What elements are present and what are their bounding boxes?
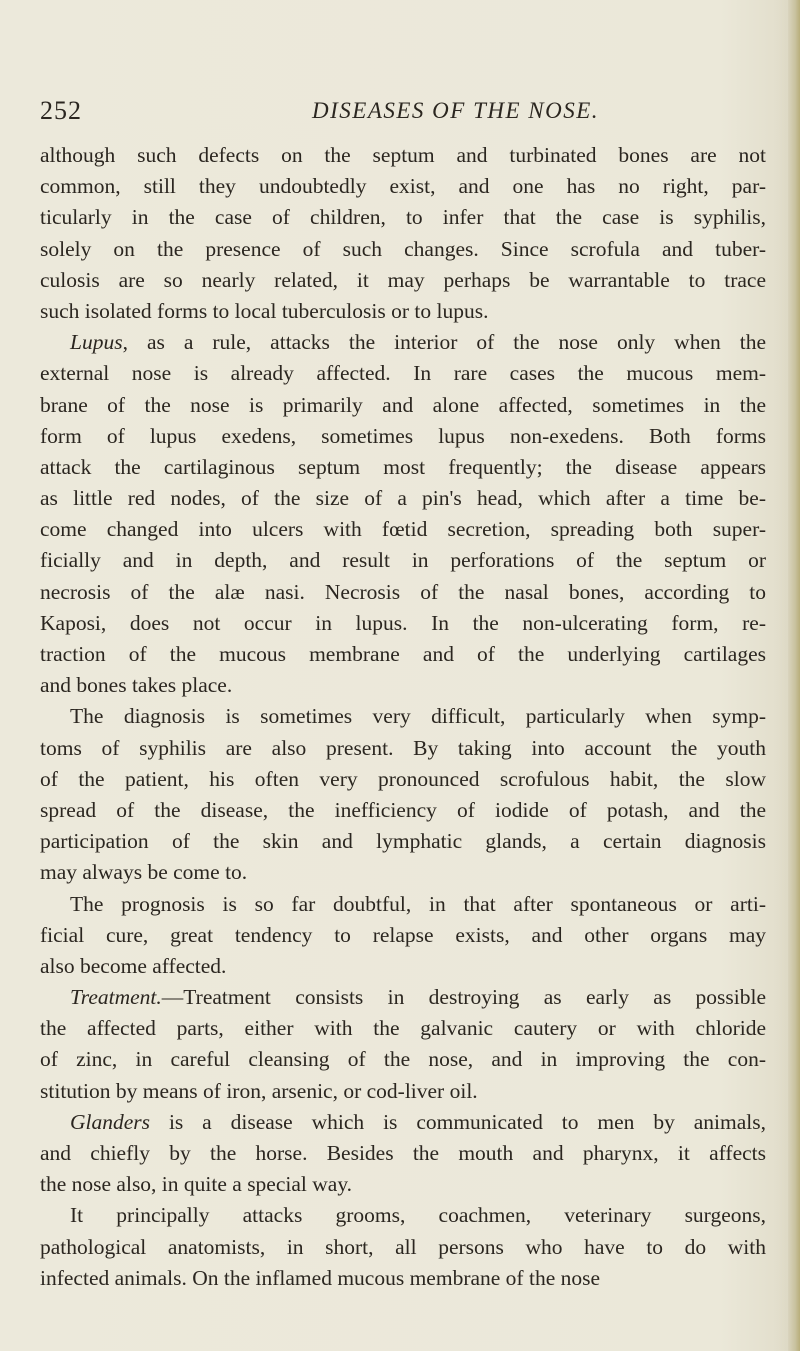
text-line: brane of the nose is primarily and alone affected, sometimes in the xyxy=(40,392,766,417)
text-line: toms of syphilis are also present. By taking into account the youth xyxy=(40,735,766,760)
italic-lead: Treatment. xyxy=(70,985,162,1010)
text-line: and bones takes place. xyxy=(40,673,233,698)
page-edge xyxy=(788,0,800,1351)
text-line: ficially and in depth, and result in perforations of the septum or xyxy=(40,548,766,573)
text-line: although such defects on the septum and turbinated bones are not xyxy=(40,143,766,167)
text-line: pathological anatomists, in short, all persons who have to do with xyxy=(40,1234,766,1259)
text-line: of zinc, in careful cleansing of the nose, and in improving the con- xyxy=(40,1047,766,1072)
text-line: the nose also, in quite a special way. xyxy=(40,1172,353,1197)
text-line: external nose is already affected. In rare cases the mucous mem- xyxy=(40,361,766,386)
text-line: participation of the skin and lymphatic glands, a certain diagnosis xyxy=(40,829,766,854)
text-line: and chiefly by the horse. Besides the mouth and pharynx, it affects xyxy=(40,1141,766,1165)
text-line: traction of the mucous membrane and of the underlying cartilages xyxy=(40,642,766,666)
italic-lead: Lupus xyxy=(70,330,123,355)
text-line: infected animals. On the inflamed mucous membrane of the nose xyxy=(40,1265,601,1290)
text-line: Kaposi, does not occur in lupus. In the non-ulcerating form, re- xyxy=(40,610,766,635)
text-line: come changed into ulcers with fœtid secretion, spreading both super- xyxy=(40,517,766,542)
text-line: solely on the presence of such changes. Since scrofula and tuber- xyxy=(40,236,766,261)
text-line: Glanders is a disease which is communicated to men by animals, xyxy=(70,1109,766,1134)
text-line: The prognosis is so far doubtful, in that after spontaneous or arti- xyxy=(70,891,766,916)
page-header xyxy=(0,96,800,136)
text-line: Lupus, as a rule, attacks the interior of the nose only when the xyxy=(70,330,766,355)
text-line: form of lupus exedens, sometimes lupus non-exedens. Both forms xyxy=(40,423,766,448)
italic-lead: Glanders xyxy=(70,1109,151,1134)
text-line: It principally attacks grooms, coachmen, veterinary surgeons, xyxy=(70,1203,766,1228)
text-line: as little red nodes, of the size of a pin's head, which after a time be- xyxy=(40,486,766,511)
text-line: culosis are so nearly related, it may perhaps be warrantable to trace xyxy=(40,267,766,292)
text-line: such isolated forms to local tuberculosis or to lupus. xyxy=(40,298,489,323)
text-line: may always be come to. xyxy=(40,860,248,885)
text-line: necrosis of the alæ nasi. Necrosis of the nasal bones, according to xyxy=(40,579,766,604)
text-line: common, still they undoubtedly exist, and one has no right, par- xyxy=(40,174,766,199)
running-head: DISEASES OF THE NOSE. xyxy=(312,98,600,123)
text-line: stitution by means of iron, arsenic, or cod-liver oil. xyxy=(40,1078,478,1103)
text-line: attack the cartilaginous septum most frequently; the disease appears xyxy=(40,454,766,479)
text-line: ficial cure, great tendency to relapse exists, and other organs may xyxy=(40,922,766,947)
page-number: 252 xyxy=(40,96,82,125)
text-line: also become affected. xyxy=(40,953,227,978)
text-line: ticularly in the case of children, to infer that the case is syphilis, xyxy=(40,205,766,230)
text-line: spread of the disease, the inefficiency of iodide of potash, and the xyxy=(40,797,766,822)
body-text xyxy=(40,140,766,1294)
text-line: of the patient, his often very pronounced scrofulous habit, the slow xyxy=(40,766,766,791)
text-line: the affected parts, either with the galvanic cautery or with chloride xyxy=(40,1016,766,1041)
text-line: Treatment.—Treatment consists in destroying as early as possible xyxy=(70,985,766,1010)
text-line: The diagnosis is sometimes very difficult, particularly when symp- xyxy=(70,704,766,729)
